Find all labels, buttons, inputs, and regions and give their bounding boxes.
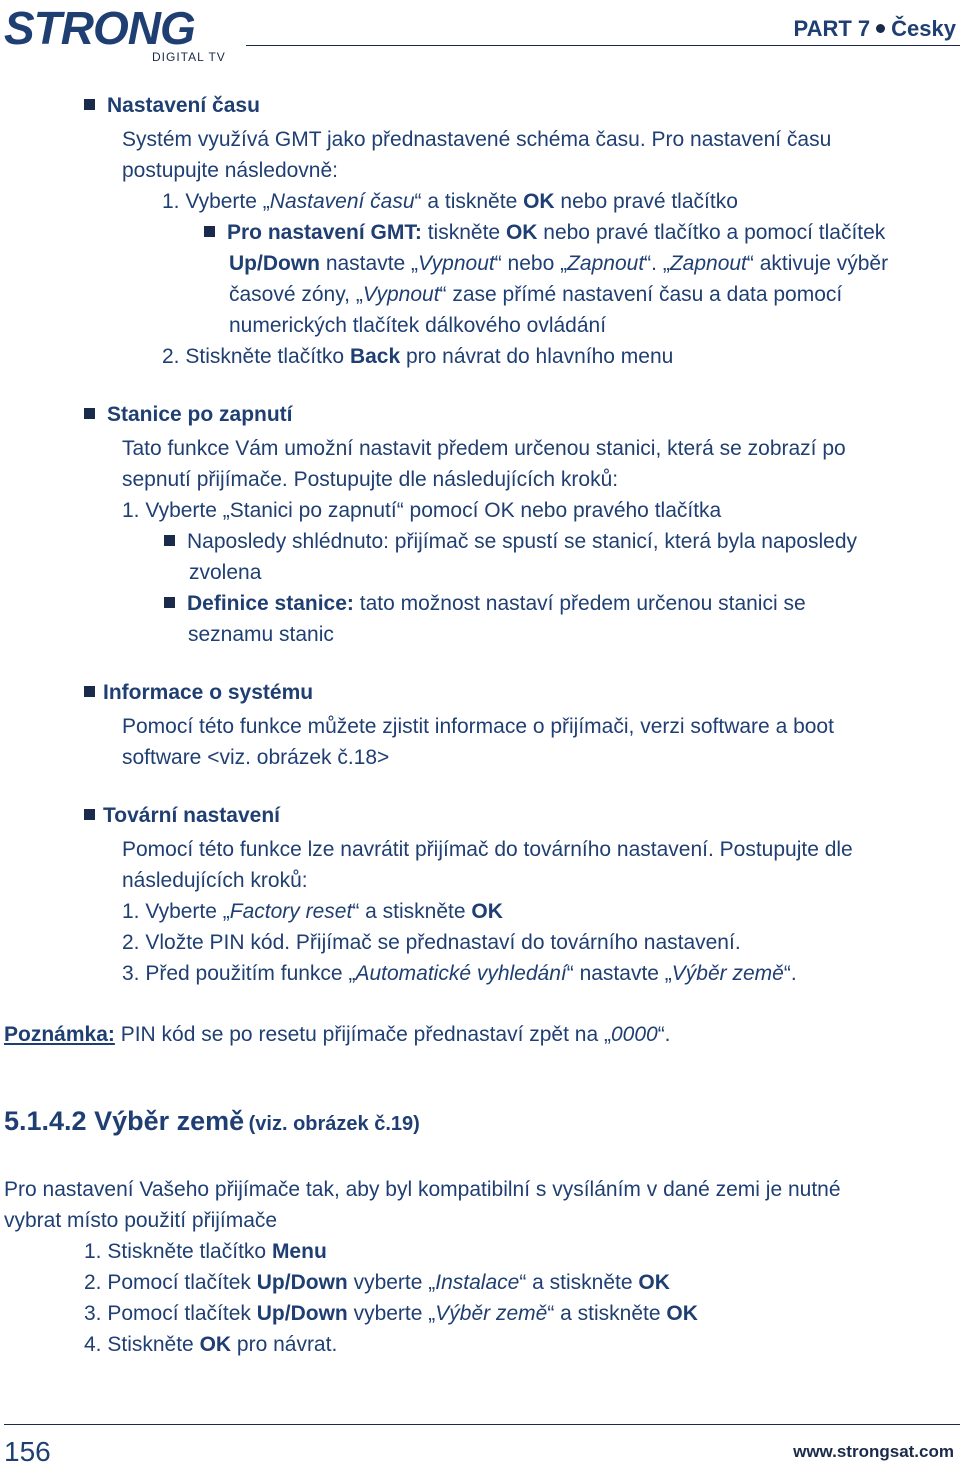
- sub-bullet-line: Naposledy shlédnuto: přijímač se spustí se stanicí, která byla naposledy: [164, 526, 857, 557]
- logo-wordmark: STRONG: [4, 2, 195, 54]
- language-label: Česky: [891, 16, 956, 41]
- step-line: 3. Pomocí tlačítek Up/Down vyberte „Výběr země“ a stiskněte OK: [84, 1302, 698, 1325]
- step-line: 1. Vyberte „Nastavení času“ a tiskněte OK nebo pravé tlačítko: [162, 190, 738, 213]
- heading-text: Nastavení času: [107, 94, 260, 117]
- step-line: 4. Stiskněte OK pro návrat.: [84, 1333, 338, 1356]
- square-bullet-icon: [164, 597, 175, 608]
- step-line: 2. Vložte PIN kód. Přijímač se přednastaví do továrního nastavení.: [122, 931, 741, 954]
- header-divider: [246, 45, 960, 46]
- square-bullet-icon: [84, 408, 95, 419]
- step-line: 2. Pomocí tlačítek Up/Down vyberte „Instalace“ a stiskněte OK: [84, 1271, 670, 1294]
- square-bullet-icon: [84, 99, 95, 110]
- step-line: 3. Před použitím funkce „Automatické vyhledání“ nastavte „Výběr země“.: [122, 962, 797, 985]
- sub-bullet-line: zvolena: [189, 561, 262, 584]
- paragraph-line: Systém využívá GMT jako přednastavené schéma času. Pro nastavení času: [122, 128, 832, 151]
- sub-bullet-line: Definice stanice: tato možnost nastaví předem určenou stanici se: [164, 588, 806, 619]
- sub-bullet-line: Up/Down nastavte „Vypnout“ nebo „Zapnout“. „Zapnout“ aktivuje výběr: [229, 252, 889, 275]
- bullet-dot-icon: [876, 24, 885, 33]
- sub-bullet-line: numerických tlačítek dálkového ovládání: [229, 314, 607, 337]
- square-bullet-icon: [84, 809, 95, 820]
- section-heading-system-info: Informace o systému: [84, 681, 313, 705]
- strong-logo: [4, 2, 195, 54]
- section-heading-country: 5.1.4.2 Výběr země (viz. obrázek č.19): [4, 1106, 420, 1136]
- square-bullet-icon: [164, 535, 175, 546]
- note-label: Poznámka:: [4, 1023, 115, 1046]
- step-line: 1. Stiskněte tlačítko Menu: [84, 1240, 327, 1263]
- paragraph-line: postupujte následovně:: [122, 159, 338, 182]
- part-number: PART 7: [793, 16, 871, 41]
- section-heading-factory-reset: Tovární nastavení: [84, 804, 280, 828]
- sub-bullet-line: časové zóny, „Vypnout“ zase přímé nastavení času a data pomocí: [229, 283, 843, 306]
- footer-divider: [4, 1424, 960, 1425]
- sub-bullet-line: seznamu stanic: [188, 623, 334, 646]
- paragraph-line: Pro nastavení Vašeho přijímače tak, aby byl kompatibilní s vysíláním v dané zemi je nutné: [4, 1178, 841, 1201]
- page-number: 156: [4, 1436, 51, 1467]
- paragraph-line: Pomocí této funkce můžete zjistit informace o přijímači, verzi software a boot: [122, 715, 834, 738]
- square-bullet-icon: [204, 226, 215, 237]
- sub-bullet-line: Pro nastavení GMT: tiskněte OK nebo pravé tlačítko a pomocí tlačítek: [204, 217, 885, 248]
- section-heading-time: [84, 94, 260, 118]
- note-line: Poznámka: PIN kód se po resetu přijímače přednastaví zpět na „0000“.: [4, 1023, 671, 1046]
- paragraph-line: Tato funkce Vám umožní nastavit předem určenou stanici, která se zobrazí po: [122, 437, 846, 460]
- paragraph-line: vybrat místo použití přijímače: [4, 1209, 278, 1232]
- square-bullet-icon: [84, 686, 95, 697]
- step-line: 1. Vyberte „Factory reset“ a stiskněte OK: [122, 900, 503, 923]
- paragraph-line: následujících kroků:: [122, 869, 308, 892]
- step-line: 1. Vyberte „Stanici po zapnutí“ pomocí OK nebo pravého tlačítka: [122, 499, 722, 522]
- logo-subtitle: DIGITAL TV: [152, 50, 226, 64]
- paragraph-line: sepnutí přijímače. Postupujte dle následujících kroků:: [122, 468, 619, 491]
- step-line: 2. Stiskněte tlačítko Back pro návrat do hlavního menu: [162, 345, 674, 368]
- part-label: [794, 16, 956, 42]
- paragraph-line: Pomocí této funkce lze navrátit přijímač do továrního nastavení. Postupujte dle: [122, 838, 853, 861]
- section-heading-startup-channel: Stanice po zapnutí: [84, 403, 293, 427]
- website-link[interactable]: www.strongsat.com: [793, 1442, 954, 1461]
- paragraph-line: software <viz. obrázek č.18>: [122, 746, 390, 769]
